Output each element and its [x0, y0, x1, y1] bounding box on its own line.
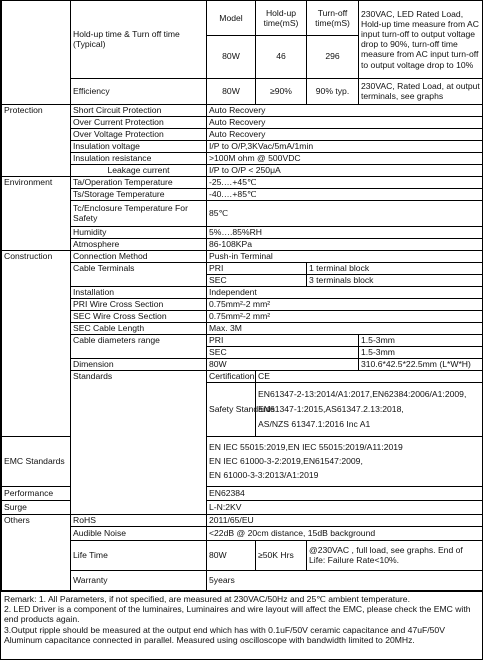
protection-label: Insulation resistance: [71, 152, 207, 164]
environment-label: Tc/Enclosure Temperature For Safety: [71, 200, 207, 226]
life-model: 80W: [207, 540, 256, 570]
protection-value: >100M ohm @ 500VDC: [207, 152, 483, 164]
life-label: Life Time: [71, 540, 207, 570]
holdup-label: Hold-up time & Turn off time (Typical): [71, 1, 207, 78]
environment-value: 86-108KPa: [207, 238, 483, 250]
installation-value: Independent: [207, 286, 483, 298]
environment-label: Atmosphere: [71, 238, 207, 250]
noise-value: <22dB @ 20cm distance, 15dB background: [207, 526, 483, 540]
remarks: [1, 591, 482, 648]
diameters-label: Cable diameters range: [71, 334, 207, 358]
efficiency-min: ≥90%: [256, 78, 307, 104]
warranty-value: 5years: [207, 570, 483, 590]
safety-label: Safety Standards: [207, 382, 256, 436]
emc-label: EMC Standards: [2, 436, 71, 486]
protection-value: Auto Recovery: [207, 116, 483, 128]
connection-label: Connection Method: [71, 250, 207, 262]
protection-label: Over Voltage Protection: [71, 128, 207, 140]
holdup-head-holdup: Hold-up time(mS): [256, 1, 307, 35]
holdup-head-turnoff: Turn-off time(mS): [307, 1, 359, 35]
cable-terminals-sec-value: 3 terminals block: [307, 274, 483, 286]
environment-label: Ta/Operation Temperature: [71, 176, 207, 188]
cable-terminals-label: Cable Terminals: [71, 262, 207, 286]
environment-value: 85℃: [207, 200, 483, 226]
safety-line: EN61347-1:2015,AS61347.2.13:2018,: [258, 403, 404, 414]
emc-line: EN IEC 55015:2019,EN IEC 55015:2019/A11:2019: [209, 442, 403, 452]
holdup-row-turnoff: 296: [307, 35, 359, 78]
noise-label: Audible Noise: [71, 526, 207, 540]
section-standards: Standards: [71, 370, 207, 514]
section-others: Others: [2, 514, 71, 590]
holdup-row-model: 80W: [207, 35, 256, 78]
dimension-model: 80W: [207, 358, 359, 370]
life-hours: ≥50K Hrs: [256, 540, 307, 570]
rohs-label: RoHS: [71, 514, 207, 526]
protection-label: Insulation voltage: [71, 140, 207, 152]
spec-table: [1, 1, 483, 591]
diameters-pri: PRI: [207, 334, 359, 346]
dimension-value: 310.6*42.5*22.5mm (L*W*H): [359, 358, 483, 370]
protection-label: Short Circuit Protection: [71, 104, 207, 116]
emc-value: [207, 436, 483, 486]
protection-value: I/P to O/P,3KVac/5mA/1min: [207, 140, 483, 152]
environment-label: Ts/Storage Temperature: [71, 188, 207, 200]
efficiency-note: 230VAC, Rated Load, at output terminals, see graphs: [359, 78, 483, 104]
diameters-pri-value: 1.5-3mm: [359, 334, 483, 346]
environment-value: 5%….85%RH: [207, 226, 483, 238]
life-note: @230VAC , full load, see graphs. End of Life: Failure Rate<10%.: [307, 540, 483, 570]
protection-value: Auto Recovery: [207, 128, 483, 140]
protection-label: Leakage current: [71, 164, 207, 176]
pri-wire-label: PRI Wire Cross Section: [71, 298, 207, 310]
cable-terminals-pri-value: 1 terminal block: [307, 262, 483, 274]
protection-value: Auto Recovery: [207, 104, 483, 116]
remark-line: 2. LED Driver is a component of the luminaires, Luminaires and wire layout will affect the EMC, please check the EMC with end products again.: [4, 603, 471, 625]
section-protection: Protection: [2, 104, 71, 176]
connection-value: Push-in Terminal: [207, 250, 483, 262]
sec-cable-value: Max. 3M: [207, 322, 483, 334]
rohs-value: 2011/65/EU: [207, 514, 483, 526]
efficiency-model: 80W: [207, 78, 256, 104]
sec-wire-label: SEC Wire Cross Section: [71, 310, 207, 322]
installation-label: Installation: [71, 286, 207, 298]
dimension-label: Dimension: [71, 358, 207, 370]
efficiency-typ: 90% typ.: [307, 78, 359, 104]
certification-label: Certification: [207, 370, 256, 382]
section-construction: Construction: [2, 250, 71, 436]
holdup-row-holdup: 46: [256, 35, 307, 78]
surge-label: Surge: [2, 500, 71, 514]
remark-line: 3.Output ripple should be measured at the output end which has with 0.1uF/50V ceramic capacitance and 47uF/50V Aluminum capacitance connected in parallel. Measured using oscilloscope with bandwidth limited to 20MHz.: [4, 624, 445, 646]
environment-value: -40.…+85℃: [207, 188, 483, 200]
diameters-sec: SEC: [207, 346, 359, 358]
surge-value: L-N:2KV: [207, 500, 483, 514]
safety-line: AS/NZS 61347.1:2016 Inc A1: [258, 418, 371, 429]
performance-value: EN62384: [207, 486, 483, 500]
certification-value: CE: [256, 370, 483, 382]
holdup-head-model: Model: [207, 1, 256, 35]
emc-line: EN 61000-3-3:2013/A1:2019: [209, 470, 319, 480]
efficiency-label: Efficiency: [71, 78, 207, 104]
cable-terminals-sec: SEC: [207, 274, 307, 286]
remark-line: Remark: 1. All Parameters, if not specified, are measured at 230VAC/50Hz and 25℃ ambient temperature.: [4, 593, 410, 604]
performance-label: Performance: [2, 486, 71, 500]
safety-line: EN61347-2-13:2014/A1:2017,EN62384:2006/A1:2009,: [258, 388, 467, 399]
emc-line: EN IEC 61000-3-2:2019,EN61547:2009,: [209, 456, 363, 466]
cable-terminals-pri: PRI: [207, 262, 307, 274]
sec-cable-label: SEC Cable Length: [71, 322, 207, 334]
section-environment: Environment: [2, 176, 71, 250]
environment-value: -25.…+45℃: [207, 176, 483, 188]
sec-wire-value: 0.75mm²-2 mm²: [207, 310, 483, 322]
warranty-label: Warranty: [71, 570, 207, 590]
environment-label: Humidity: [71, 226, 207, 238]
protection-value: I/P to O/P < 250μA: [207, 164, 483, 176]
safety-value: [256, 382, 483, 436]
diameters-sec-value: 1.5-3mm: [359, 346, 483, 358]
holdup-note: 230VAC, LED Rated Load, Hold-up time measure from AC input turn-off to output voltage drop to 90%, turn-off time measure from AC input turn-off to output voltage drop to 10%: [359, 1, 483, 78]
protection-label: Over Current Protection: [71, 116, 207, 128]
pri-wire-value: 0.75mm²-2 mm²: [207, 298, 483, 310]
